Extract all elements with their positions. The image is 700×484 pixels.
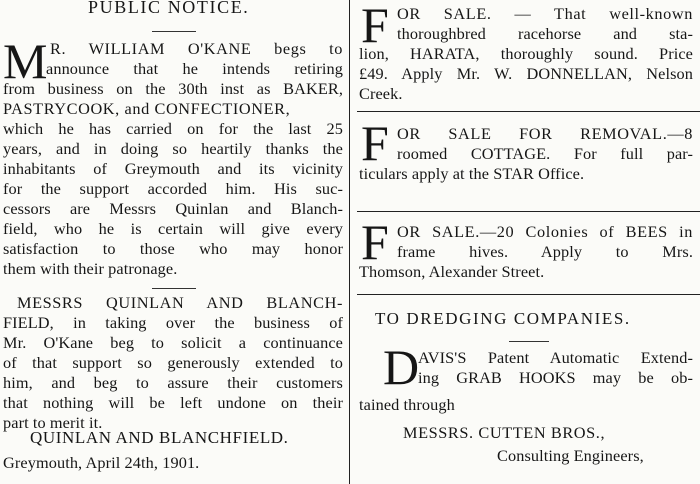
okane-drop-cap: M [3,33,48,89]
dredging-drop-cap: D [383,339,420,395]
quinlan-line-5: him, and beg to assure their customers [3,373,343,392]
okane-line-5: which he has carried on for the last 25 [3,119,343,138]
harata-line-2: thoroughbred racehorse and sta- [397,24,693,43]
okane-line-8: for the support accorded him. His suc- [3,179,343,198]
harata-line-5: Creek. [359,84,403,103]
dredging-line-3: tained through [359,395,455,414]
quinlan-line-7: part to merit it. [3,413,103,432]
okane-line-11: satisfaction to those who may honor [3,239,343,258]
okane-line-1: R. WILLIAM O'KANE begs to [50,39,343,58]
okane-line-3: from business on the 30th inst as BAKER, [3,79,343,98]
okane-line-6: years, and in doing so heartily thanks the [3,139,343,158]
dredging-dash [509,341,549,342]
quinlan-line-1: MESSRS QUINLAN AND BLANCH- [17,293,343,312]
okane-line-4: PASTRYCOOK, and CONFECTIONER, [3,99,291,118]
cottage-line-1: OR SALE FOR REMOVAL.—8 [397,124,693,143]
dateline: Greymouth, April 24th, 1901. [3,453,200,472]
cutten-bros: MESSRS. CUTTEN BROS., [403,423,606,442]
column-divider [349,0,350,484]
quinlan-line-4: of that support so generously extended to [3,353,343,372]
classified-ads-column [357,0,700,484]
dredging-line-2: ing GRAB HOOKS may be ob- [418,368,693,387]
consulting-engineers: Consulting Engineers, [497,446,644,465]
harata-line-4: £49. Apply Mr. W. DONNELLAN, Nelson [359,64,693,83]
okane-line-7: inhabitants of Greymouth and its vicinity [3,159,343,178]
heading-dash [152,31,196,32]
ad-separator-1 [357,111,700,112]
signature: QUINLAN AND BLANCHFIELD. [30,428,289,447]
ad-separator-3 [357,294,700,295]
cottage-line-2: roomed COTTAGE. For full par- [397,144,693,163]
quinlan-line-2: FIELD, in taking over the business of [3,313,343,332]
bees-drop-cap: F [361,214,389,270]
public-notice-heading: PUBLIC NOTICE. [88,0,250,17]
bees-line-1: OR SALE.—20 Colonies of BEES in [397,222,693,241]
ad-separator-2 [357,211,700,212]
public-notice-column [0,0,346,484]
cottage-drop-cap: F [361,115,389,171]
harata-drop-cap: F [361,0,389,53]
bees-line-3: Thomson, Alexander Street. [359,262,545,281]
okane-line-12: them with their patronage. [3,259,178,278]
cottage-line-3: ticulars apply at the STAR Office. [359,164,585,183]
bees-line-2: frame hives. Apply to Mrs. [397,242,693,261]
dredging-line-1: AVIS'S Patent Automatic Extend- [418,348,693,367]
harata-line-3: lion, HARATA, thoroughly sound. Price [359,44,693,63]
quinlan-line-6: that nothing will be left undone on their [3,393,343,412]
okane-line-9: cessors are Messrs Quinlan and Blanch- [3,199,343,218]
okane-line-2: announce that he intends retiring [46,59,343,78]
dredging-heading: TO DREDGING COMPANIES. [375,309,631,328]
quinlan-line-3: Mr. O'Kane beg to solicit a continuance [3,333,343,352]
harata-line-1: OR SALE. — That well-known [397,4,693,23]
okane-line-10: field, who he is certain will give every [3,219,343,238]
section-dash [152,288,196,289]
